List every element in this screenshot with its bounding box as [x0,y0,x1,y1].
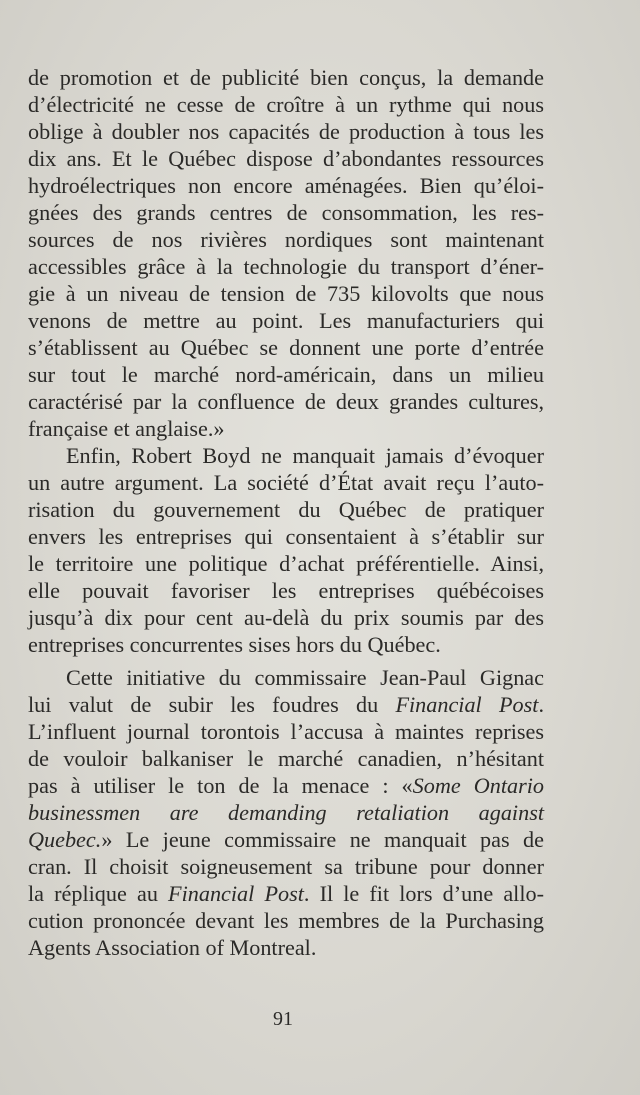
text-line: risation du gouvernement du Québec de pratiquer [28,497,544,522]
text-run: la réplique au [28,881,169,906]
quotation-italic: Some Ontario [412,773,544,798]
text-line: un autre argument. La société d’État avait reçu l’auto- [28,470,544,495]
text-line: cran. Il choisit soigneusement sa tribune pour donner [28,854,544,879]
text-line: Cette initiative du commissaire Jean-Paul Gignac [66,665,544,690]
text-line: sources de nos rivières nordiques sont maintenant [28,227,544,252]
publication-title: Financial Post [395,692,539,717]
text-line [28,690,544,720]
text-line: de promotion et de publicité bien conçus, la demande [28,65,544,90]
text-line: accessibles grâce à la technologie du transport d’éner- [28,254,544,279]
text-line: sur tout le marché nord-américain, dans un milieu [28,362,544,387]
text-line [28,771,544,801]
text-line: jusqu’à dix pour cent au-delà du prix soumis par des [28,605,544,630]
text-run: . [538,692,544,717]
text-line: caractérisé par la confluence de deux grandes cultures, [28,389,544,414]
text-run: » Le jeune commissaire ne manquait pas de [101,827,544,852]
page-number: 91 [273,1008,293,1030]
text-line: dix ans. Et le Québec dispose d’abondantes ressources [28,146,544,171]
quotation-italic: Quebec. [28,827,102,852]
text-line: envers les entreprises qui consentaient à s’établir sur [28,524,544,549]
text-line [28,798,544,828]
text-line: L’influent journal torontois l’accusa à maintes reprises [28,719,544,744]
text-run: pas à utiliser le ton de la menace : « [28,773,413,798]
text-line: Agents Association of Montreal. [28,935,317,960]
text-line: venons de mettre au point. Les manufacturiers qui [28,308,544,333]
publication-title: Financial Post [168,881,304,906]
text-line [28,825,544,855]
text-line: gnées des grands centres de consommation, les res- [28,200,544,225]
text-run: lui valut de subir les foudres du [28,692,396,717]
text-line: elle pouvait favoriser les entreprises québécoises [28,578,544,603]
text-line: cution prononcée devant les membres de la Purchasing [28,908,544,933]
text-line: s’établissent au Québec se donnent une porte d’entrée [28,335,544,360]
text-line: d’électricité ne cesse de croître à un rythme qui nous [28,92,544,117]
text-line: oblige à doubler nos capacités de production à tous les [28,119,544,144]
text-line: hydroélectriques non encore aménagées. Bien qu’éloi- [28,173,544,198]
text-run: . Il le fit lors d’une allo- [303,881,544,906]
text-line: de vouloir balkaniser le marché canadien, n’hésitant [28,746,544,771]
text-line: française et anglaise.» [28,416,225,441]
text-line: Enfin, Robert Boyd ne manquait jamais d’évoquer [66,443,544,468]
text-line [28,879,544,909]
text-line: le territoire une politique d’achat préférentielle. Ainsi, [28,551,544,576]
quotation-italic: businessmen are demanding retaliation against [28,800,544,825]
text-line: gie à un niveau de tension de 735 kilovolts que nous [28,281,544,306]
text-line: entreprises concurrentes sises hors du Québec. [28,632,441,657]
